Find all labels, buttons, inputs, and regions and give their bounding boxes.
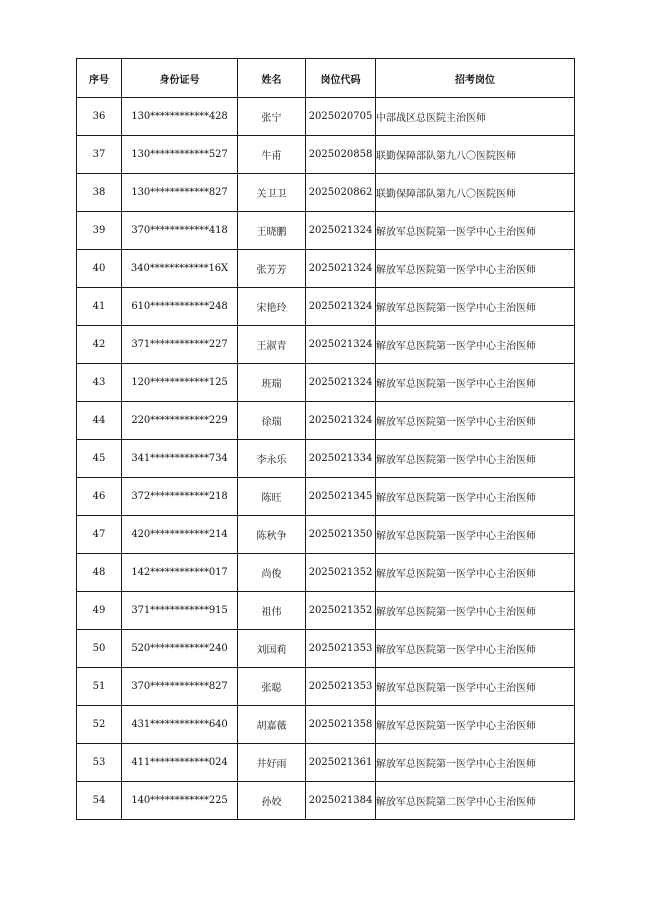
cell-seq: 45 xyxy=(77,440,122,478)
cell-name: 王晓鹏 xyxy=(238,212,306,250)
cell-position-code: 2025021361 xyxy=(306,744,376,782)
cell-id-number: 371************227 xyxy=(122,326,238,364)
cell-position-code: 2025021345 xyxy=(306,478,376,516)
cell-seq: 53 xyxy=(77,744,122,782)
header-row xyxy=(77,59,575,98)
cell-position: 中部战区总医院主治医师 xyxy=(376,98,575,136)
header-id-number: 身份证号 xyxy=(122,59,238,98)
cell-position-code: 2025021324 xyxy=(306,288,376,326)
table-row xyxy=(77,744,575,782)
cell-id-number: 142************017 xyxy=(122,554,238,592)
cell-position: 解放军总医院第一医学中心主治医师 xyxy=(376,478,575,516)
cell-position-code: 2025021324 xyxy=(306,402,376,440)
cell-seq: 44 xyxy=(77,402,122,440)
cell-position: 解放军总医院第一医学中心主治医师 xyxy=(376,212,575,250)
table-row xyxy=(77,440,575,478)
cell-name: 尚俊 xyxy=(238,554,306,592)
cell-seq: 54 xyxy=(77,782,122,820)
cell-position: 联勤保障部队第九八〇医院医师 xyxy=(376,174,575,212)
cell-position: 解放军总医院第一医学中心主治医师 xyxy=(376,364,575,402)
cell-name: 井好雨 xyxy=(238,744,306,782)
table-row xyxy=(77,174,575,212)
cell-id-number: 140************225 xyxy=(122,782,238,820)
cell-position-code: 2025021350 xyxy=(306,516,376,554)
header-position: 招考岗位 xyxy=(376,59,575,98)
cell-name: 李永乐 xyxy=(238,440,306,478)
cell-name: 孙姣 xyxy=(238,782,306,820)
cell-seq: 40 xyxy=(77,250,122,288)
cell-name: 王淑青 xyxy=(238,326,306,364)
cell-position-code: 2025021324 xyxy=(306,364,376,402)
cell-id-number: 610************248 xyxy=(122,288,238,326)
cell-id-number: 411************024 xyxy=(122,744,238,782)
cell-id-number: 370************418 xyxy=(122,212,238,250)
cell-id-number: 130************428 xyxy=(122,98,238,136)
table-header xyxy=(77,59,575,98)
table-row xyxy=(77,212,575,250)
cell-name: 徐瑞 xyxy=(238,402,306,440)
cell-seq: 50 xyxy=(77,630,122,668)
cell-position-code: 2025021324 xyxy=(306,250,376,288)
cell-seq: 38 xyxy=(77,174,122,212)
cell-seq: 51 xyxy=(77,668,122,706)
cell-position-code: 2025021384 xyxy=(306,782,376,820)
cell-name: 陈旺 xyxy=(238,478,306,516)
table-row xyxy=(77,402,575,440)
cell-name: 陈秋争 xyxy=(238,516,306,554)
table-row xyxy=(77,592,575,630)
cell-seq: 41 xyxy=(77,288,122,326)
header-seq: 序号 xyxy=(77,59,122,98)
cell-position-code: 2025021334 xyxy=(306,440,376,478)
cell-position-code: 2025021324 xyxy=(306,326,376,364)
cell-seq: 49 xyxy=(77,592,122,630)
cell-seq: 46 xyxy=(77,478,122,516)
cell-position: 解放军总医院第一医学中心主治医师 xyxy=(376,516,575,554)
cell-name: 班瑞 xyxy=(238,364,306,402)
table-row xyxy=(77,98,575,136)
cell-position: 解放军总医院第一医学中心主治医师 xyxy=(376,326,575,364)
table-row xyxy=(77,250,575,288)
cell-position: 解放军总医院第一医学中心主治医师 xyxy=(376,402,575,440)
cell-position: 解放军总医院第一医学中心主治医师 xyxy=(376,744,575,782)
cell-id-number: 431************640 xyxy=(122,706,238,744)
cell-position: 解放军总医院第一医学中心主治医师 xyxy=(376,668,575,706)
table-row xyxy=(77,630,575,668)
header-name: 姓名 xyxy=(238,59,306,98)
cell-id-number: 420************214 xyxy=(122,516,238,554)
cell-id-number: 130************527 xyxy=(122,136,238,174)
cell-seq: 36 xyxy=(77,98,122,136)
table-body xyxy=(77,98,575,820)
cell-name: 张聪 xyxy=(238,668,306,706)
cell-id-number: 370************827 xyxy=(122,668,238,706)
cell-name: 关卫卫 xyxy=(238,174,306,212)
cell-id-number: 340************16X xyxy=(122,250,238,288)
cell-position-code: 2025021353 xyxy=(306,630,376,668)
cell-position: 解放军总医院第一医学中心主治医师 xyxy=(376,592,575,630)
cell-position: 解放军总医院第二医学中心主治医师 xyxy=(376,782,575,820)
cell-position: 解放军总医院第一医学中心主治医师 xyxy=(376,706,575,744)
cell-name: 刘国莉 xyxy=(238,630,306,668)
cell-name: 张芳芳 xyxy=(238,250,306,288)
cell-position: 解放军总医院第一医学中心主治医师 xyxy=(376,630,575,668)
cell-seq: 37 xyxy=(77,136,122,174)
cell-id-number: 120************125 xyxy=(122,364,238,402)
table-row xyxy=(77,478,575,516)
cell-seq: 42 xyxy=(77,326,122,364)
cell-position: 解放军总医院第一医学中心主治医师 xyxy=(376,288,575,326)
cell-position-code: 2025021358 xyxy=(306,706,376,744)
cell-position: 解放军总医院第一医学中心主治医师 xyxy=(376,440,575,478)
cell-name: 牛甫 xyxy=(238,136,306,174)
table-row xyxy=(77,554,575,592)
cell-id-number: 372************218 xyxy=(122,478,238,516)
table-row xyxy=(77,288,575,326)
cell-seq: 39 xyxy=(77,212,122,250)
cell-position: 解放军总医院第一医学中心主治医师 xyxy=(376,250,575,288)
table-row xyxy=(77,516,575,554)
table-row xyxy=(77,706,575,744)
table-row xyxy=(77,364,575,402)
cell-seq: 48 xyxy=(77,554,122,592)
cell-id-number: 520************240 xyxy=(122,630,238,668)
cell-position-code: 2025020858 xyxy=(306,136,376,174)
cell-id-number: 341************734 xyxy=(122,440,238,478)
cell-seq: 52 xyxy=(77,706,122,744)
cell-position-code: 2025020705 xyxy=(306,98,376,136)
table-row xyxy=(77,782,575,820)
cell-position-code: 2025021352 xyxy=(306,554,376,592)
cell-seq: 43 xyxy=(77,364,122,402)
cell-position-code: 2025020862 xyxy=(306,174,376,212)
cell-id-number: 371************915 xyxy=(122,592,238,630)
table-row xyxy=(77,668,575,706)
header-position-code: 岗位代码 xyxy=(306,59,376,98)
cell-id-number: 130************827 xyxy=(122,174,238,212)
cell-name: 祖伟 xyxy=(238,592,306,630)
cell-position-code: 2025021324 xyxy=(306,212,376,250)
table-row xyxy=(77,136,575,174)
cell-seq: 47 xyxy=(77,516,122,554)
cell-position: 联勤保障部队第九八〇医院医师 xyxy=(376,136,575,174)
cell-name: 宋艳玲 xyxy=(238,288,306,326)
cell-name: 张宁 xyxy=(238,98,306,136)
cell-position-code: 2025021352 xyxy=(306,592,376,630)
table-row xyxy=(77,326,575,364)
cell-name: 胡嘉薇 xyxy=(238,706,306,744)
cell-id-number: 220************229 xyxy=(122,402,238,440)
cell-position-code: 2025021353 xyxy=(306,668,376,706)
candidate-table xyxy=(76,58,575,820)
cell-position: 解放军总医院第一医学中心主治医师 xyxy=(376,554,575,592)
